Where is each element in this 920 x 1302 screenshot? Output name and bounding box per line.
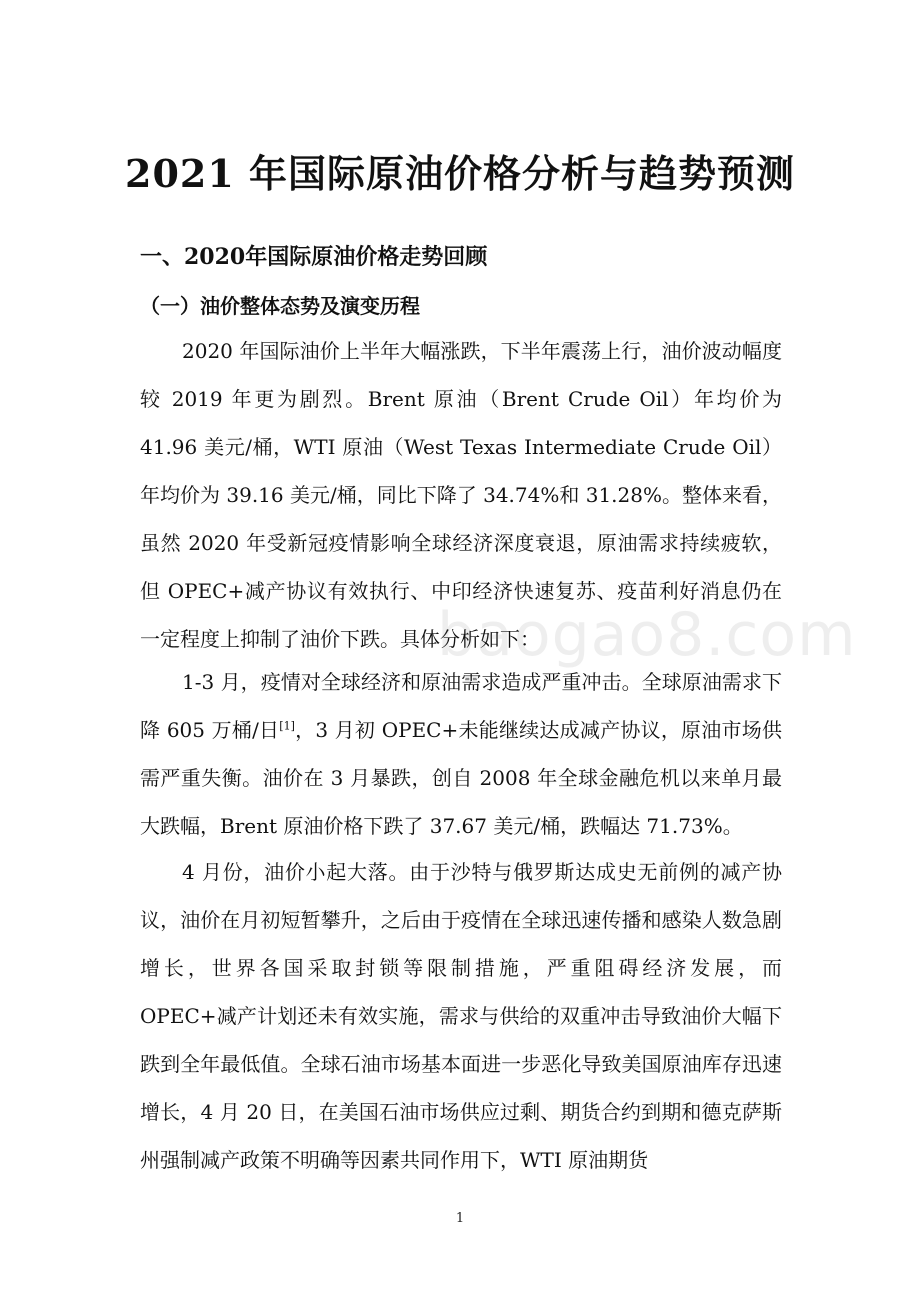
page-number: 1 (455, 1211, 465, 1226)
paragraph-text: 1-3 月，疫情对全球经济和原油需求造成严重冲击。全球原油需求下降 605 万桶/日 (140, 670, 782, 742)
document-title: 2021 年国际原油价格分析与趋势预测 (125, 151, 795, 196)
footnote-reference[interactable]: [1] (279, 719, 295, 733)
paragraph-jan-mar (140, 658, 782, 850)
paragraph-april: 4 月份，油价小起大落。由于沙特与俄罗斯达成史无前例的减产协议，油价在月初短暂攀升，之后由于疫情在全球迅速传播和感染人数急剧增长，世界各国采取封锁等限制措施，严重阻碍经济发展，而 OPEC+减产计划还未有效实施，需求与供给的双重冲击导致油价大幅下跌到全年最低值。全球石油市场基本面进一步恶化导致美国原油库存迅速增长，4 月 20 日，在美国石油市场供应过剩、期货合约到期和德克萨斯州强制减产政策不明确等因素共同作用下，WTI 原油期货 (140, 860, 782, 1172)
subsection-heading: （一）油价整体态势及演变历程 (140, 294, 420, 318)
section-heading: 一、2020年国际原油价格走势回顾 (140, 244, 488, 270)
paragraph-overview: 2020 年国际油价上半年大幅涨跌，下半年震荡上行，油价波动幅度较 2019 年更为剧烈。Brent 原油（Brent Crude Oil）年均价为 41.96 美元/桶，WTI 原油（West Texas Intermediate Crude Oil）年均价为 39.16 美元/桶，同比下降了 34.74%和 31.28%。整体来看，虽然 2020 年受新冠疫情影响全球经济深度衰退，原油需求持续疲软，但 OPEC+减产协议有效执行、中印经济快速复苏、疫苗利好消息仍在一定程度上抑制了油价下跌。具体分析如下： (140, 339, 782, 651)
watermark: baogao8.com (437, 600, 857, 670)
paragraph-text: ，3 月初 OPEC+未能继续达成减产协议，原油市场供需严重失衡。油价在 3 月暴跌，创自 2008 年全球金融危机以来单月最大跌幅，Brent 原油价格下跌了 37.67 美元/桶，跌幅达 71.73%。 (140, 718, 782, 838)
